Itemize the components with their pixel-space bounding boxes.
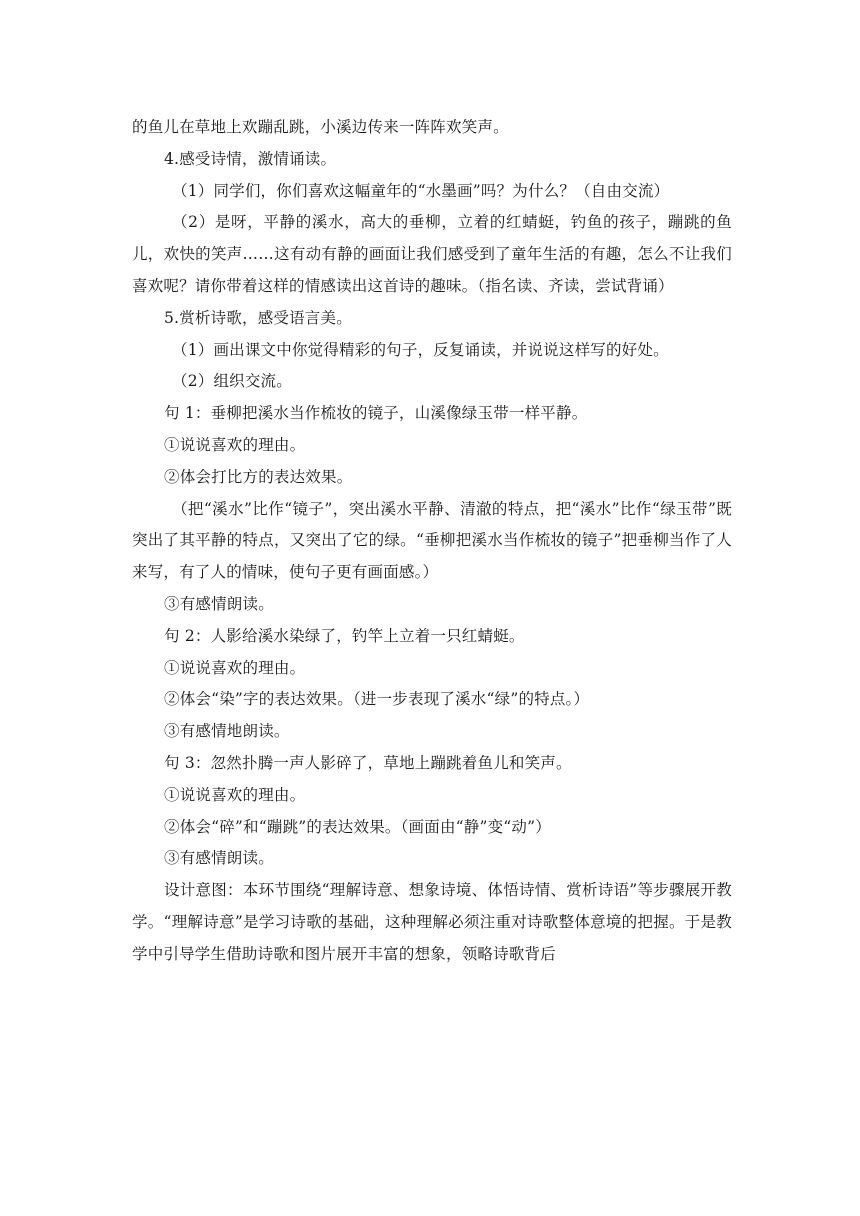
paragraph: （把“溪水”比作“镜子”，突出溪水平静、清澈的特点，把“溪水”比作“绿玉带”既突出了其平静的特点，又突出了它的绿。“垂柳把溪水当作梳妆的镜子”把垂柳当作了人来写，有了人的情味，使句子更有画面感。） [132,499,732,582]
list-item: ①说说喜欢的理由。 [164,658,306,677]
design-intent-paragraph: 设计意图：本环节围绕“理解诗意、想象诗境、体悟诗情、赏析诗语”等步骤展开教学。“理解诗意”是学习诗歌的基础，这种理解必须注重对诗歌整体意境的把握。于是教学中引导学生借助诗歌和图片展开丰富的想象，领略诗歌背后 [132,881,732,963]
paragraph: （2）组织交流。 [172,372,292,391]
paragraph: （1）画出课文中你觉得精彩的句子，反复诵读，并说说这样写的好处。 [172,340,669,359]
sentence-item: 句 1：垂柳把溪水当作梳妆的镜子，山溪像绿玉带一样平静。 [164,404,588,423]
paragraph: （2）是呀，平静的溪水，高大的垂柳，立着的红蜻蜓，钓鱼的孩子，蹦跳的鱼儿，欢快的笑声……这有动有静的画面让我们感受到了童年生活的有趣，怎么不让我们喜欢呢？请你带着这样的情感读出这首诗的趣味。（指名读、齐读，尝试背诵） [132,213,732,295]
list-item: ①说说喜欢的理由。 [164,435,306,454]
sentence-item: 句 3：忽然扑腾一声人影碎了，草地上蹦跳着鱼儿和笑声。 [164,753,572,772]
list-item: ③有感情朗读。 [164,594,274,613]
list-item: ③有感情地朗读。 [164,722,290,741]
section-heading-4: 4.感受诗情，激情诵读。 [164,149,337,168]
sentence-item: 句 2：人影给溪水染绿了，钓竿上立着一只红蜻蜓。 [164,626,525,645]
paragraph: （1）同学们，你们喜欢这幅童年的“水墨画”吗？为什么？（自由交流） [172,181,670,200]
section-heading-5: 5.赏析诗歌，感受语言美。 [164,308,352,327]
list-item: ①说说喜欢的理由。 [164,785,306,804]
list-item: ②体会“染”字的表达效果。（进一步表现了溪水“绿”的特点。） [164,690,590,709]
list-item: ②体会打比方的表达效果。 [164,467,353,486]
paragraph: 的鱼儿在草地上欢蹦乱跳，小溪边传来一阵阵欢笑声。 [132,118,509,136]
list-item: ③有感情朗读。 [164,849,274,868]
document-body [132,112,732,971]
list-item: ②体会“碎”和“蹦跳”的表达效果。（画面由“静”变“动”） [164,817,551,836]
